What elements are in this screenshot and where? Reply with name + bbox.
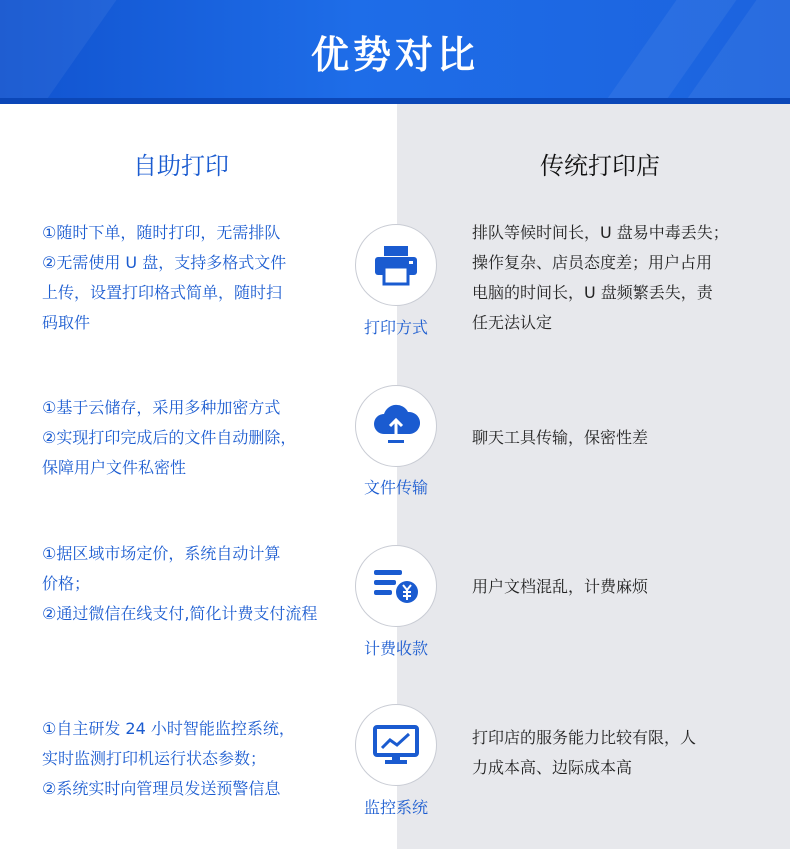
printer-icon	[355, 224, 437, 306]
row-4-traditional-text: 打印店的服务能力比较有限，人 力成本高、边际成本高	[472, 728, 697, 777]
row-3-traditional-text: 用户文档混乱，计费麻烦	[472, 577, 649, 596]
cloud-upload-icon	[355, 385, 437, 467]
billing-icon	[355, 545, 437, 627]
row-2-traditional-text: 聊天工具传输，保密性差	[472, 428, 649, 447]
row-4-self-service-text: ①自主研发 24 小时智能监控系统， 实时监测打印机运行状态参数； ②系统实时向管理员发送预警信息	[42, 719, 295, 798]
row-3-label: 计费收款	[363, 639, 428, 658]
header-banner	[0, 0, 790, 104]
monitor-icon	[355, 704, 437, 786]
row-2-self-service-text: ①基于云储存，采用多种加密方式 ②实现打印完成后的文件自动删除， 保障用户文件私密性	[42, 398, 297, 477]
self-service-column-title: 自助打印	[133, 152, 229, 180]
page-title: 优势对比	[310, 33, 479, 77]
traditional-column-title: 传统打印店	[540, 152, 660, 180]
row-1-label: 打印方式	[363, 318, 428, 337]
row-1-traditional-text: 排队等候时间长，U 盘易中毒丢失； 操作复杂、店员态度差；用户占用 电脑的时间长，U 盘频繁丢失，责 任无法认定	[472, 223, 729, 332]
row-4-label: 监控系统	[363, 798, 428, 817]
row-1-self-service-text: ①随时下单，随时打印，无需排队 ②无需使用 U 盘，支持多格式文件 上传，设置打印格式简单，随时扫 码取件	[42, 223, 287, 332]
row-3-self-service-text: ①据区域市场定价，系统自动计算 价格； ②通过微信在线支付,简化计费支付流程	[42, 544, 318, 623]
row-2-label: 文件传输	[363, 478, 428, 497]
